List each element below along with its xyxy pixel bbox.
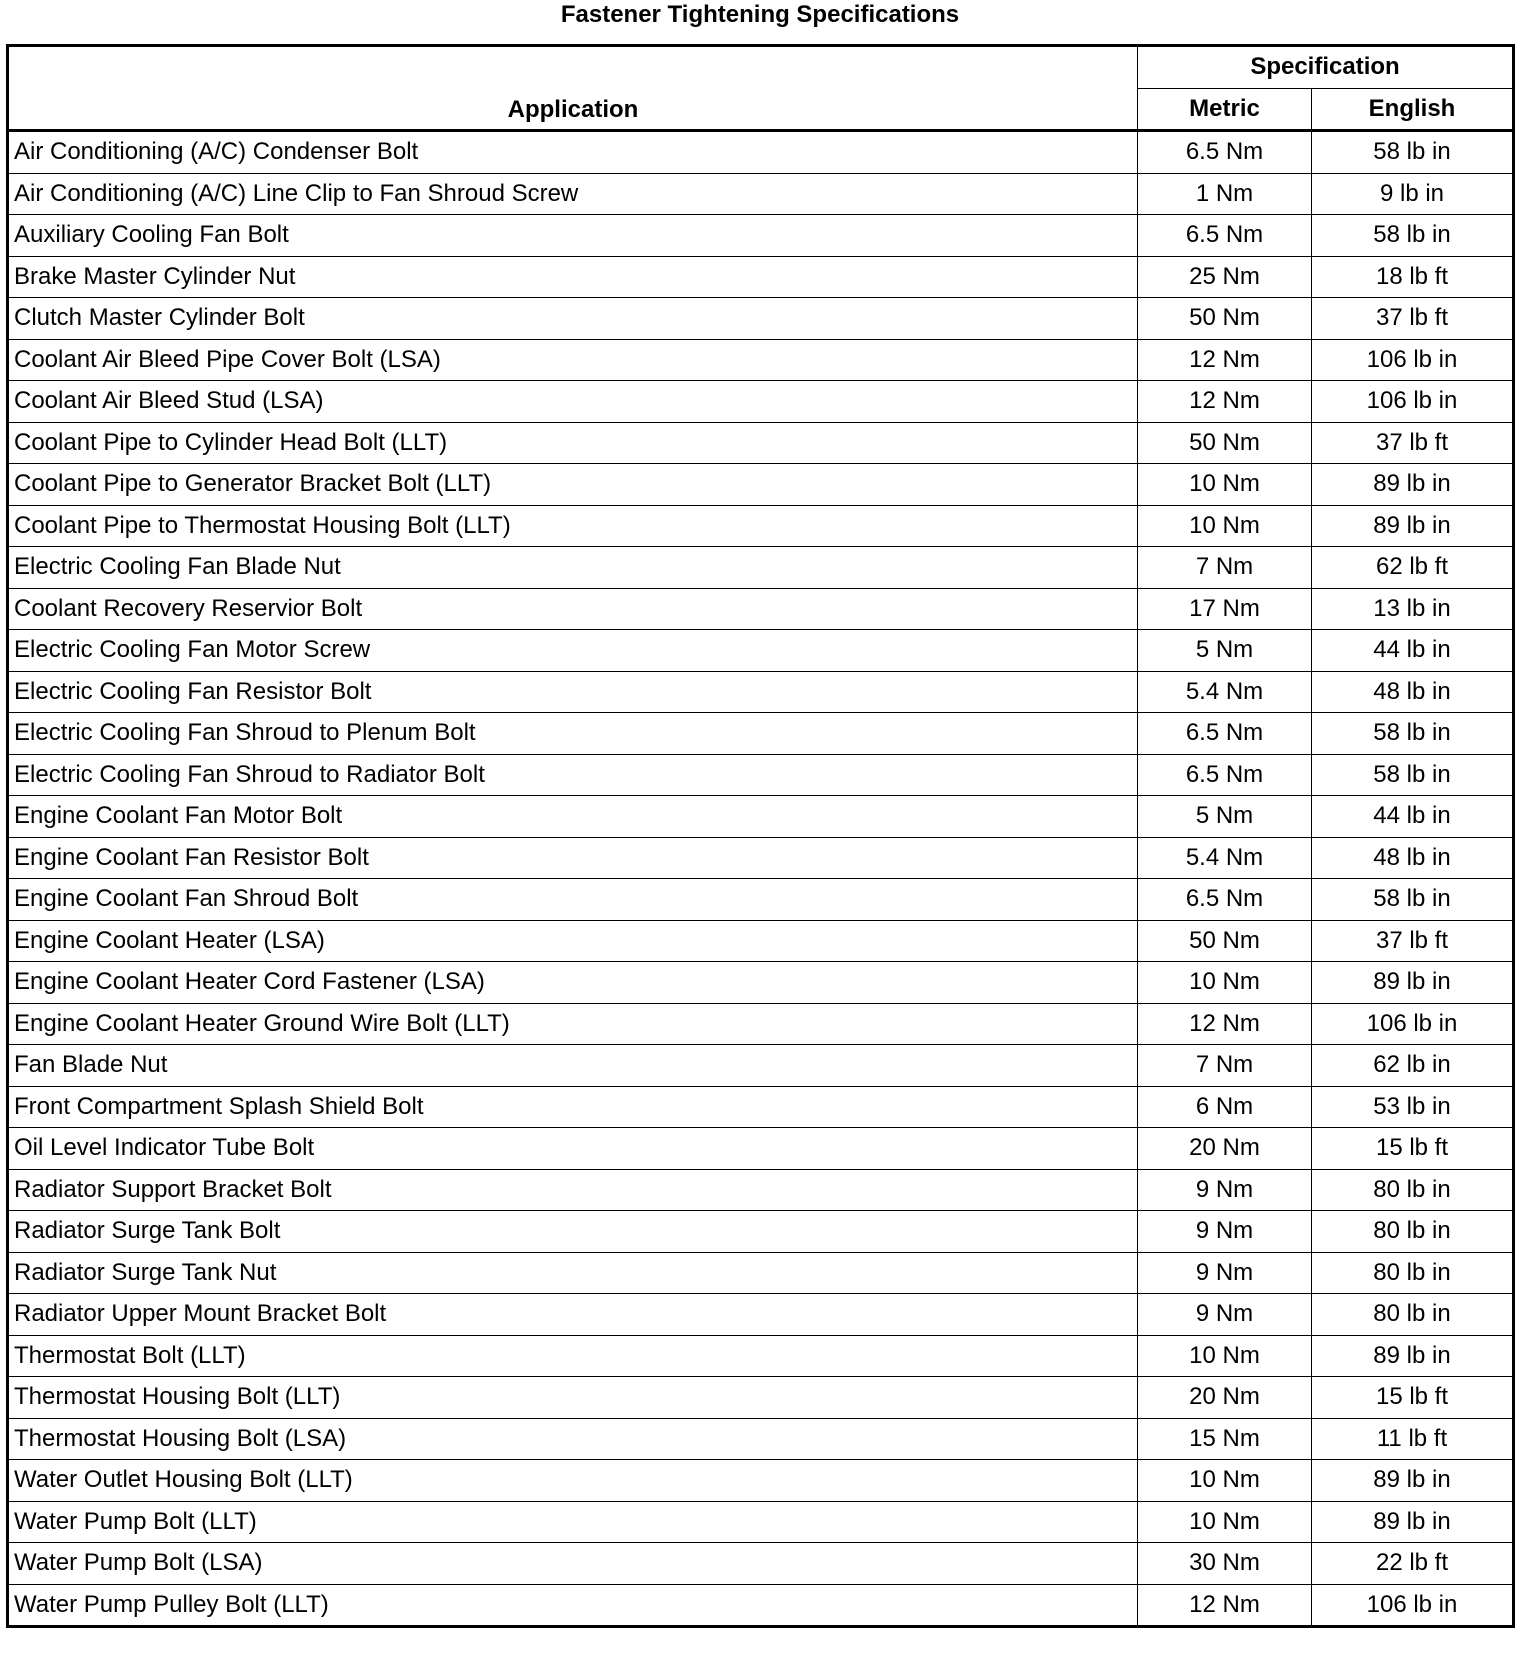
- table-row: [8, 1543, 1514, 1585]
- cell-metric: 12 Nm: [1138, 1003, 1312, 1045]
- table-row: [8, 464, 1514, 506]
- cell-english: 22 lb ft: [1312, 1543, 1514, 1585]
- cell-application: Electric Cooling Fan Shroud to Radiator Bolt: [8, 754, 1138, 796]
- cell-english: 89 lb in: [1312, 1460, 1514, 1502]
- table-row: [8, 1169, 1514, 1211]
- cell-english: 48 lb in: [1312, 837, 1514, 879]
- table-body: [8, 131, 1514, 1627]
- cell-metric: 10 Nm: [1138, 505, 1312, 547]
- table-row: [8, 1128, 1514, 1170]
- cell-application: Coolant Pipe to Thermostat Housing Bolt (LLT): [8, 505, 1138, 547]
- cell-application: Engine Coolant Fan Motor Bolt: [8, 796, 1138, 838]
- cell-metric: 12 Nm: [1138, 1584, 1312, 1627]
- table-row: [8, 1045, 1514, 1087]
- cell-application: Auxiliary Cooling Fan Bolt: [8, 215, 1138, 257]
- cell-application: Electric Cooling Fan Shroud to Plenum Bolt: [8, 713, 1138, 755]
- table-row: [8, 173, 1514, 215]
- table-row: [8, 1252, 1514, 1294]
- cell-english: 62 lb ft: [1312, 547, 1514, 589]
- cell-application: Water Pump Bolt (LSA): [8, 1543, 1138, 1585]
- table-row: [8, 920, 1514, 962]
- cell-application: Front Compartment Splash Shield Bolt: [8, 1086, 1138, 1128]
- cell-english: 80 lb in: [1312, 1169, 1514, 1211]
- cell-metric: 10 Nm: [1138, 1460, 1312, 1502]
- cell-application: Engine Coolant Fan Shroud Bolt: [8, 879, 1138, 921]
- cell-application: Water Pump Bolt (LLT): [8, 1501, 1138, 1543]
- table-row: [8, 505, 1514, 547]
- table-row: [8, 298, 1514, 340]
- cell-metric: 12 Nm: [1138, 339, 1312, 381]
- cell-english: 58 lb in: [1312, 754, 1514, 796]
- table-row: [8, 754, 1514, 796]
- cell-application: Water Pump Pulley Bolt (LLT): [8, 1584, 1138, 1627]
- document-title: Fastener Tightening Specifications: [560, 1, 960, 28]
- cell-application: Radiator Support Bracket Bolt: [8, 1169, 1138, 1211]
- cell-english: 106 lb in: [1312, 339, 1514, 381]
- cell-english: 48 lb in: [1312, 671, 1514, 713]
- cell-english: 37 lb ft: [1312, 920, 1514, 962]
- cell-english: 80 lb in: [1312, 1252, 1514, 1294]
- cell-english: 37 lb ft: [1312, 298, 1514, 340]
- column-header-specification: Specification: [1138, 46, 1514, 89]
- table-row: [8, 547, 1514, 589]
- cell-application: Brake Master Cylinder Nut: [8, 256, 1138, 298]
- cell-application: Clutch Master Cylinder Bolt: [8, 298, 1138, 340]
- cell-application: Coolant Pipe to Generator Bracket Bolt (LLT): [8, 464, 1138, 506]
- table-row: [8, 962, 1514, 1004]
- table-row: [8, 1335, 1514, 1377]
- cell-metric: 17 Nm: [1138, 588, 1312, 630]
- table-row: [8, 215, 1514, 257]
- cell-english: 58 lb in: [1312, 131, 1514, 174]
- cell-metric: 5 Nm: [1138, 630, 1312, 672]
- fastener-spec-table: [6, 44, 1515, 1628]
- table-row: [8, 879, 1514, 921]
- cell-english: 11 lb ft: [1312, 1418, 1514, 1460]
- cell-english: 58 lb in: [1312, 713, 1514, 755]
- cell-metric: 9 Nm: [1138, 1294, 1312, 1336]
- cell-english: 89 lb in: [1312, 505, 1514, 547]
- column-header-application: Application: [8, 46, 1138, 131]
- cell-application: Coolant Recovery Reservior Bolt: [8, 588, 1138, 630]
- column-header-english: English: [1312, 88, 1514, 131]
- table-row: [8, 1211, 1514, 1253]
- cell-application: Electric Cooling Fan Blade Nut: [8, 547, 1138, 589]
- cell-metric: 20 Nm: [1138, 1128, 1312, 1170]
- cell-metric: 30 Nm: [1138, 1543, 1312, 1585]
- cell-metric: 5.4 Nm: [1138, 837, 1312, 879]
- cell-metric: 10 Nm: [1138, 1335, 1312, 1377]
- cell-metric: 10 Nm: [1138, 464, 1312, 506]
- cell-english: 9 lb in: [1312, 173, 1514, 215]
- cell-metric: 7 Nm: [1138, 547, 1312, 589]
- table-row: [8, 1460, 1514, 1502]
- cell-english: 53 lb in: [1312, 1086, 1514, 1128]
- table-row: [8, 131, 1514, 174]
- cell-application: Electric Cooling Fan Resistor Bolt: [8, 671, 1138, 713]
- cell-application: Air Conditioning (A/C) Condenser Bolt: [8, 131, 1138, 174]
- cell-english: 15 lb ft: [1312, 1128, 1514, 1170]
- cell-metric: 5 Nm: [1138, 796, 1312, 838]
- table-row: [8, 1501, 1514, 1543]
- cell-english: 106 lb in: [1312, 381, 1514, 423]
- table-row: [8, 796, 1514, 838]
- cell-english: 89 lb in: [1312, 1335, 1514, 1377]
- table-row: [8, 713, 1514, 755]
- cell-english: 58 lb in: [1312, 215, 1514, 257]
- table-row: [8, 588, 1514, 630]
- cell-metric: 6.5 Nm: [1138, 215, 1312, 257]
- cell-english: 80 lb in: [1312, 1294, 1514, 1336]
- cell-english: 89 lb in: [1312, 464, 1514, 506]
- cell-english: 62 lb in: [1312, 1045, 1514, 1087]
- cell-metric: 20 Nm: [1138, 1377, 1312, 1419]
- cell-metric: 7 Nm: [1138, 1045, 1312, 1087]
- cell-metric: 50 Nm: [1138, 422, 1312, 464]
- table-row: [8, 671, 1514, 713]
- cell-metric: 15 Nm: [1138, 1418, 1312, 1460]
- table-row: [8, 1418, 1514, 1460]
- table-row: [8, 1584, 1514, 1627]
- cell-metric: 50 Nm: [1138, 298, 1312, 340]
- cell-application: Radiator Surge Tank Bolt: [8, 1211, 1138, 1253]
- cell-english: 89 lb in: [1312, 1501, 1514, 1543]
- cell-metric: 6.5 Nm: [1138, 879, 1312, 921]
- table-row: [8, 1294, 1514, 1336]
- cell-english: 106 lb in: [1312, 1003, 1514, 1045]
- cell-metric: 10 Nm: [1138, 1501, 1312, 1543]
- table-row: [8, 630, 1514, 672]
- column-header-metric: Metric: [1138, 88, 1312, 131]
- cell-application: Water Outlet Housing Bolt (LLT): [8, 1460, 1138, 1502]
- cell-english: 13 lb in: [1312, 588, 1514, 630]
- table-row: [8, 1003, 1514, 1045]
- cell-application: Radiator Surge Tank Nut: [8, 1252, 1138, 1294]
- cell-application: Thermostat Housing Bolt (LSA): [8, 1418, 1138, 1460]
- cell-application: Electric Cooling Fan Motor Screw: [8, 630, 1138, 672]
- cell-metric: 1 Nm: [1138, 173, 1312, 215]
- cell-metric: 9 Nm: [1138, 1169, 1312, 1211]
- cell-english: 44 lb in: [1312, 630, 1514, 672]
- cell-metric: 25 Nm: [1138, 256, 1312, 298]
- cell-english: 18 lb ft: [1312, 256, 1514, 298]
- table-row: [8, 256, 1514, 298]
- cell-application: Engine Coolant Heater Cord Fastener (LSA): [8, 962, 1138, 1004]
- cell-application: Air Conditioning (A/C) Line Clip to Fan Shroud Screw: [8, 173, 1138, 215]
- cell-metric: 12 Nm: [1138, 381, 1312, 423]
- cell-application: Oil Level Indicator Tube Bolt: [8, 1128, 1138, 1170]
- cell-english: 58 lb in: [1312, 879, 1514, 921]
- cell-application: Engine Coolant Heater (LSA): [8, 920, 1138, 962]
- cell-english: 106 lb in: [1312, 1584, 1514, 1627]
- cell-application: Engine Coolant Fan Resistor Bolt: [8, 837, 1138, 879]
- cell-application: Coolant Air Bleed Pipe Cover Bolt (LSA): [8, 339, 1138, 381]
- cell-english: 15 lb ft: [1312, 1377, 1514, 1419]
- cell-metric: 6.5 Nm: [1138, 713, 1312, 755]
- cell-application: Coolant Pipe to Cylinder Head Bolt (LLT): [8, 422, 1138, 464]
- table-row: [8, 422, 1514, 464]
- cell-english: 44 lb in: [1312, 796, 1514, 838]
- cell-application: Engine Coolant Heater Ground Wire Bolt (LLT): [8, 1003, 1138, 1045]
- table-row: [8, 1086, 1514, 1128]
- table-row: [8, 1377, 1514, 1419]
- cell-metric: 6.5 Nm: [1138, 131, 1312, 174]
- cell-metric: 6 Nm: [1138, 1086, 1312, 1128]
- cell-metric: 9 Nm: [1138, 1252, 1312, 1294]
- cell-metric: 6.5 Nm: [1138, 754, 1312, 796]
- cell-application: Fan Blade Nut: [8, 1045, 1138, 1087]
- cell-english: 37 lb ft: [1312, 422, 1514, 464]
- cell-application: Radiator Upper Mount Bracket Bolt: [8, 1294, 1138, 1336]
- cell-metric: 9 Nm: [1138, 1211, 1312, 1253]
- cell-english: 80 lb in: [1312, 1211, 1514, 1253]
- cell-metric: 5.4 Nm: [1138, 671, 1312, 713]
- table-row: [8, 837, 1514, 879]
- cell-application: Thermostat Housing Bolt (LLT): [8, 1377, 1138, 1419]
- cell-english: 89 lb in: [1312, 962, 1514, 1004]
- cell-metric: 50 Nm: [1138, 920, 1312, 962]
- table-row: [8, 339, 1514, 381]
- cell-application: Coolant Air Bleed Stud (LSA): [8, 381, 1138, 423]
- table-row: [8, 381, 1514, 423]
- cell-metric: 10 Nm: [1138, 962, 1312, 1004]
- cell-application: Thermostat Bolt (LLT): [8, 1335, 1138, 1377]
